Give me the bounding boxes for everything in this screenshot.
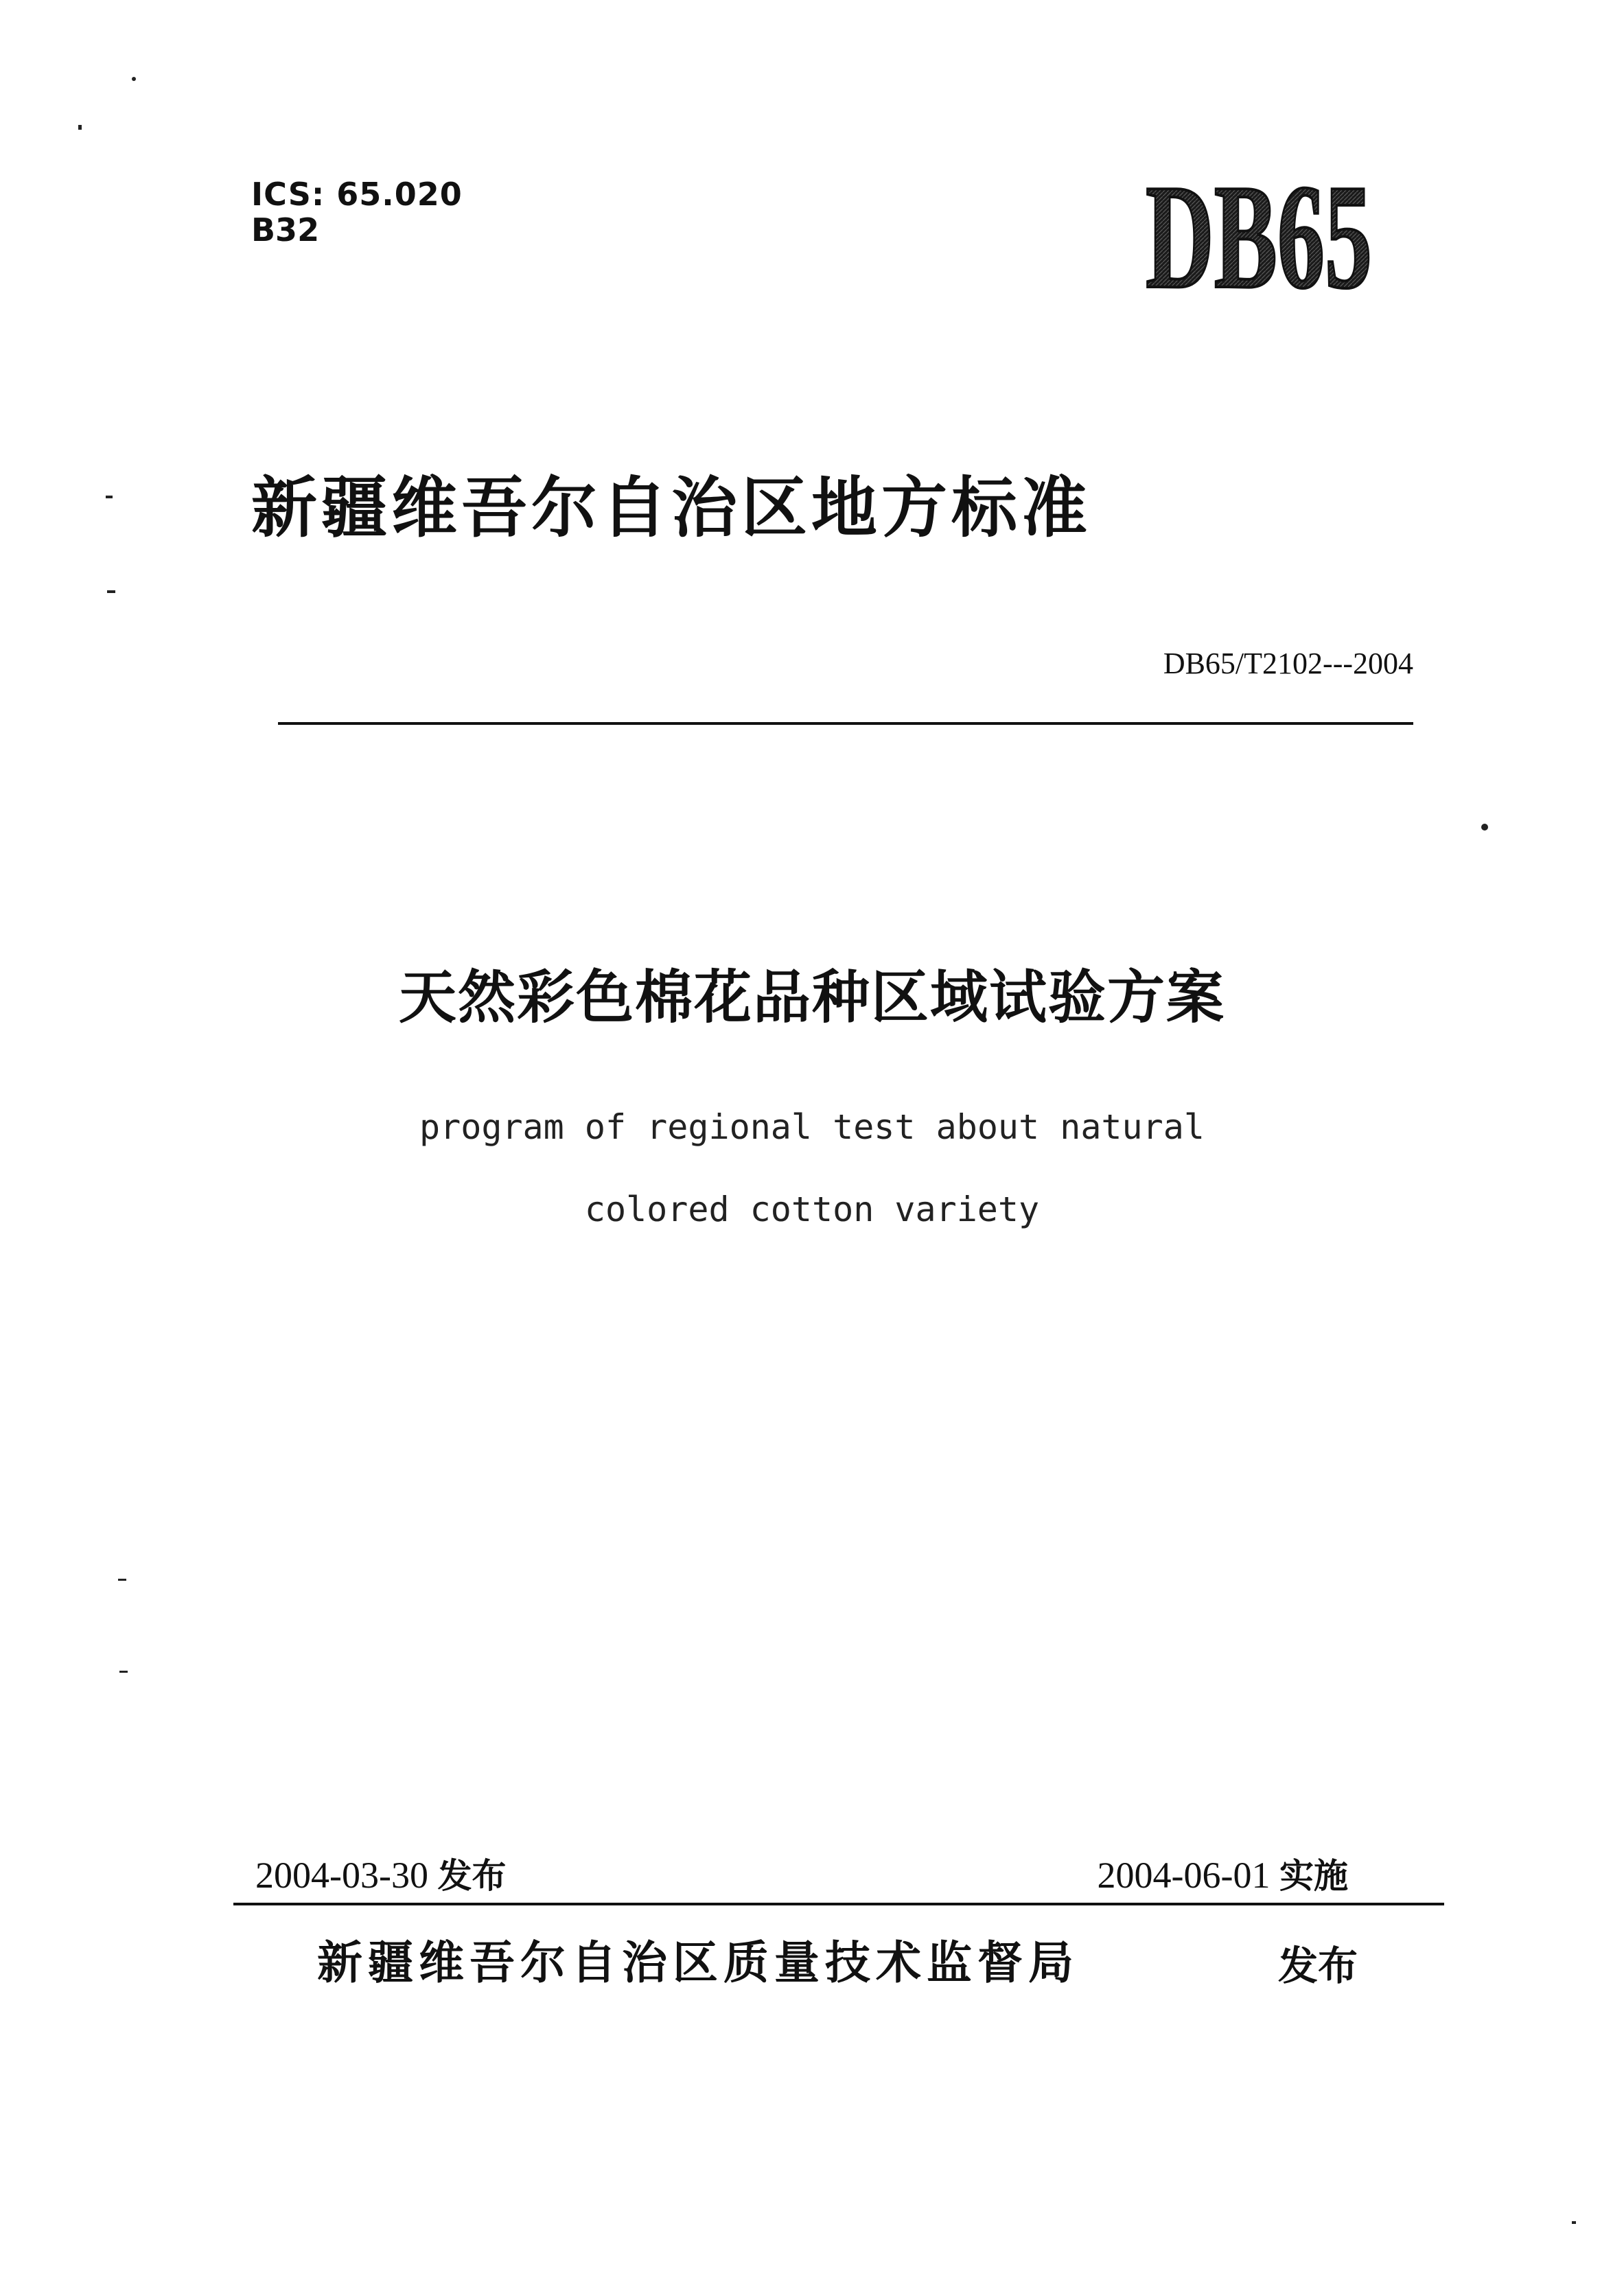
ccs-code: B32 (251, 211, 320, 248)
db65-logo (1142, 154, 1376, 320)
issuing-label: 发布 (1278, 1943, 1358, 1989)
ics-code: ICS: 65.020 (251, 176, 463, 213)
issue-date (255, 1853, 506, 1898)
issue-date-label: 发布 (437, 1856, 507, 1896)
english-title-line-2: colored cotton variety (584, 1190, 1040, 1229)
document-title: 天然彩色棉花品种区域试验方案 (398, 964, 1225, 1031)
issuing-authority: 新疆维吾尔自治区质量技术监督局 (317, 1936, 1079, 1989)
scan-speck (107, 590, 115, 593)
implementation-date-label: 实施 (1279, 1856, 1348, 1896)
english-title-line-1: program of regional test about natural (419, 1107, 1205, 1147)
issue-date-value: 2004-03-30 (255, 1855, 428, 1896)
scan-speck (106, 496, 113, 498)
scan-speck (119, 1671, 128, 1673)
standard-heading: 新疆维吾尔自治区地方标准 (251, 469, 1091, 546)
scan-speck (1572, 2221, 1576, 2224)
header-divider (278, 722, 1413, 725)
logo-text: DB65 (1146, 154, 1372, 320)
implementation-date-value: 2004-06-01 (1097, 1855, 1271, 1896)
scan-speck (78, 125, 82, 130)
scan-speck (1481, 824, 1488, 831)
scan-speck (118, 1579, 126, 1581)
standard-number: DB65/T2102---2004 (1163, 647, 1413, 680)
implementation-date (1098, 1853, 1348, 1898)
scan-speck (132, 77, 136, 81)
footer-divider (233, 1903, 1444, 1905)
